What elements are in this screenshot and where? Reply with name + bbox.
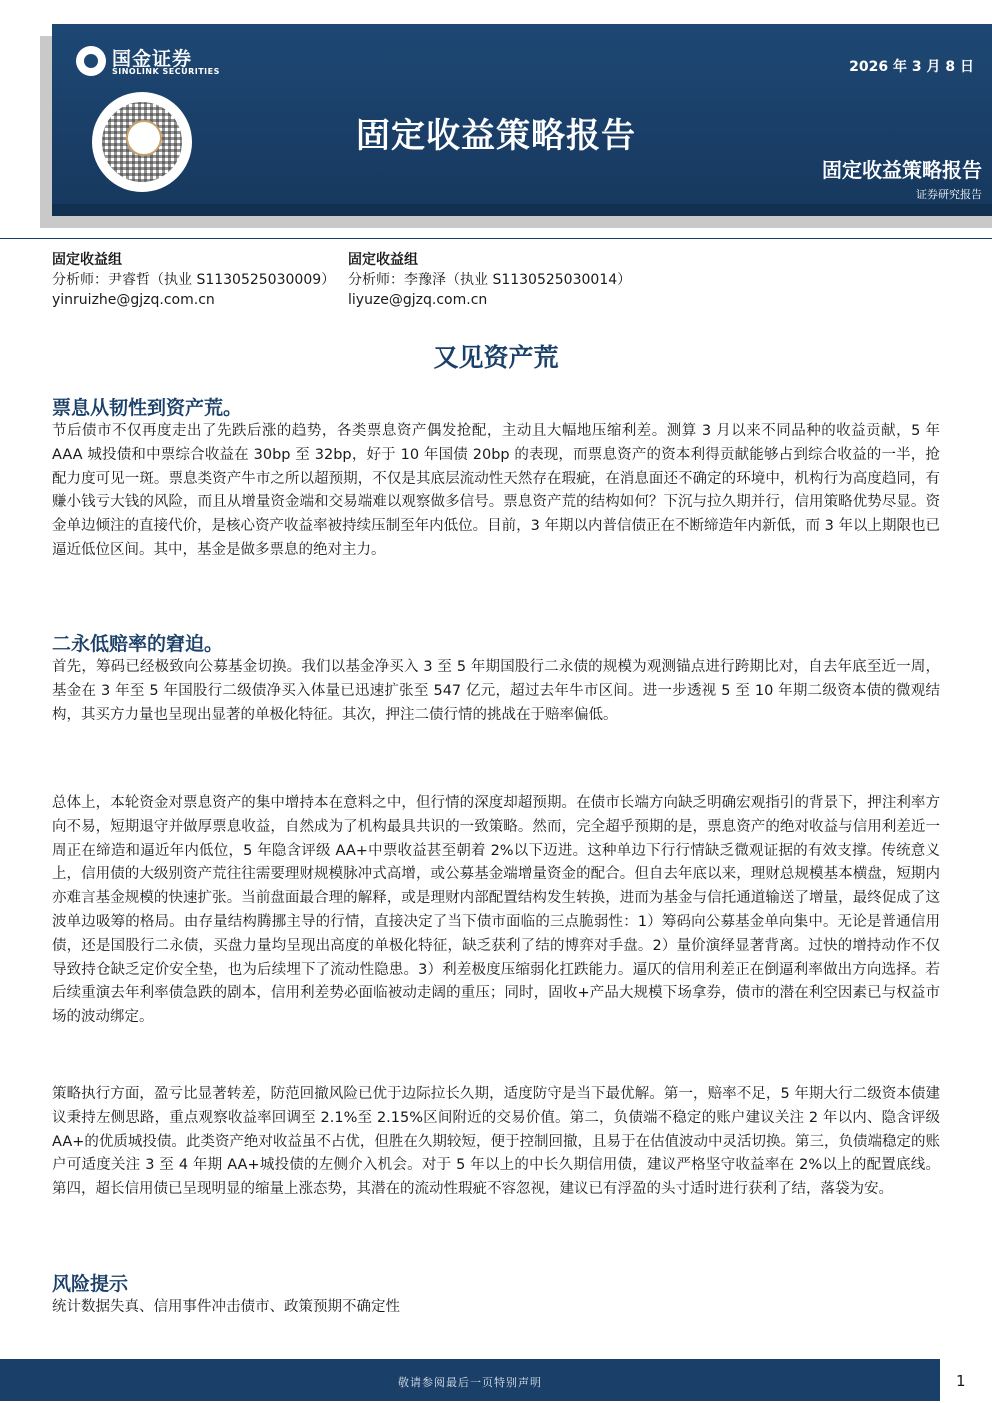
section-coupon-to-asset-shortage (52, 396, 940, 563)
page-number: 1 (956, 1372, 966, 1390)
section-perpetual-bonds (52, 632, 940, 727)
analyst-block-2 (348, 250, 631, 310)
document-title: 又见资产荒 (433, 343, 559, 372)
section-heading: 二永低赔率的窘迫。 (52, 633, 224, 655)
banner-subtitle: 固定收益策略报告 (822, 158, 982, 182)
sinolink-logo-icon (76, 46, 106, 76)
section-summary-paragraph (52, 792, 940, 1030)
banner-title: 固定收益策略报告 (356, 116, 636, 156)
section-heading: 风险提示 (52, 1273, 129, 1295)
section-paragraph: 首先，筹码已经极致向公募基金切换。我们以基金净买入 3 至 5 年期国股行二永债的规模为观测锚点进行跨期比对，自去年底至近一周，基金在 3 年至 5 年国股行二级债净买入体量已迅速扩张至 547 亿元，超过去年牛市区间。进一步透视 5 至 10 年期二级资本债的微观结构，其买方力量也呈现出显著的单极化特征。其次，押注二债行情的挑战在于赔率偏低。 (52, 659, 940, 723)
analyst-block-1 (52, 250, 335, 310)
section-heading: 票息从韧性到资产荒。 (52, 397, 243, 419)
section-paragraph: 策略执行方面，盈亏比显著转差，防范回撤风险已优于边际拉长久期，适度防守是当下最优解。第一，赔率不足，5 年期大行二级资本债建议秉持左侧思路，重点观察收益率回调至 2.1%至 2.15%区间附近的交易价值。第二，负债端不稳定的账户建议关注 2 年以内、隐含评级 AA+的优质城投债。此类资产绝对收益虽不占优，但胜在久期较短，便于控制回撤，且易于在估值波动中灵活切换。第三，负债端稳定的账户可适度关注 3 至 4 年期 AA+城投债的左侧介入机会。对于 5 年以上的中长久期信用债，建议严格坚守收益率在 2%以上的配置底线。第四，超长信用债已呈现明显的缩量上涨态势，其潜在的流动性瑕疵不容忽视，建议已有浮盈的头寸适时进行获利了结，落袋为安。 (52, 1086, 940, 1198)
logo-english-name: SINOLINK SECURITIES (112, 67, 220, 76)
report-type: 证券研究报告 (916, 188, 982, 201)
section-paragraph: 统计数据失真、信用事件冲击债市、政策预期不确定性 (52, 1299, 400, 1315)
section-strategy-paragraph (52, 1083, 940, 1202)
section-risk-warning (52, 1272, 940, 1320)
analyst-email[interactable]: liyuze@gjzq.com.cn (348, 292, 488, 308)
section-paragraph: 总体上，本轮资金对票息资产的集中增持本在意料之中，但行情的深度却超预期。在债市长端方向缺乏明确宏观指引的背景下，押注利率方向不易，短期退守并做厚票息收益，自然成为了机构最具共识的一致策略。然而，完全超乎预期的是，票息资产的绝对收益与信用利差近一周正在缔造和逼近年内低位，5 年隐含评级 AA+中票收益甚至朝着 2%以下迈进。这种单边下行行情缺乏微观证据的有效支撑。传统意义上，信用债的大级别资产荒往往需要理财规模脉冲式高增，或公募基金端增量资金的配合。但自去年底以来，理财总规模基本横盘，短期内亦难言基金规模的快速扩张。当前盘面最合理的解释，或是理财内部配置结构发生转换，进而为基金与信托通道输送了增量，最终促成了这波单边吸筹的格局。由存量结构腾挪主导的行情，直接决定了当下债市面临的三点脆弱性：1）筹码向公募基金单向集中。无论是普通信用债，还是国股行二永债，买盘力量均呈现出高度的单极化特征，缺乏获利了结的博弈对手盘。2）量价演绎显著背离。过快的增持动作不仅导致持仓缺乏定价安全垫，也为后续埋下了流动性隐患。3）利差极度压缩弱化扛跌能力。逼仄的信用利差正在倒逼利率做出方向选择。若后续重演去年利率债急跌的剧本，信用利差势必面临被动走阔的重压；同时，固收+产品大规模下场拿券，债市的潜在利空因素已与权益市场的波动绑定。 (52, 795, 940, 1026)
logo-chinese-name: 国金证券 (112, 48, 193, 70)
report-date: 2026 年 3 月 8 日 (849, 59, 974, 75)
analyst-email[interactable]: yinruizhe@gjzq.com.cn (52, 292, 215, 308)
analyst-group: 固定收益组 (52, 252, 122, 268)
analyst-group: 固定收益组 (348, 252, 418, 268)
analyst-name: 分析师：尹睿哲（执业 S1130525030009） (52, 272, 336, 288)
section-paragraph: 节后债市不仅再度走出了先跌后涨的趋势，各类票息资产偶发抢配，主动且大幅地压缩利差。测算 3 月以来不同品种的收益贡献，5 年 AAA 城投债和中票综合收益在 30bp 至 32bp，好于 10 年国债 20bp 的表现，而票息资产的资本利得贡献能够占到综合收益的一半，抢配力度可见一斑。票息类资产牛市之所以超预期，不仅是其底层流动性天然存在瑕疵，在消息面还不确定的环境中，机构行为高度趋同，有赚小钱亏大钱的风险，而且从增量资金端和交易端难以观察做多信号。票息资产荒的结构如何？下沉与拉久期并行，信用策略优势尽显。资金单边倾注的直接代价，是核心资产收益率被持续压制至年内低位。目前，3 年期以内普信债正在不断缔造年内新低，而 3 年以上期限也已逼近低位区间。其中，基金是做多票息的绝对主力。 (52, 423, 940, 558)
analyst-name: 分析师：李豫泽（执业 S1130525030014） (348, 272, 632, 288)
header-divider (0, 238, 992, 239)
banner-bottom-strip (52, 204, 992, 216)
footer-disclaimer[interactable]: 敬请参阅最后一页特别声明 (398, 1376, 542, 1389)
